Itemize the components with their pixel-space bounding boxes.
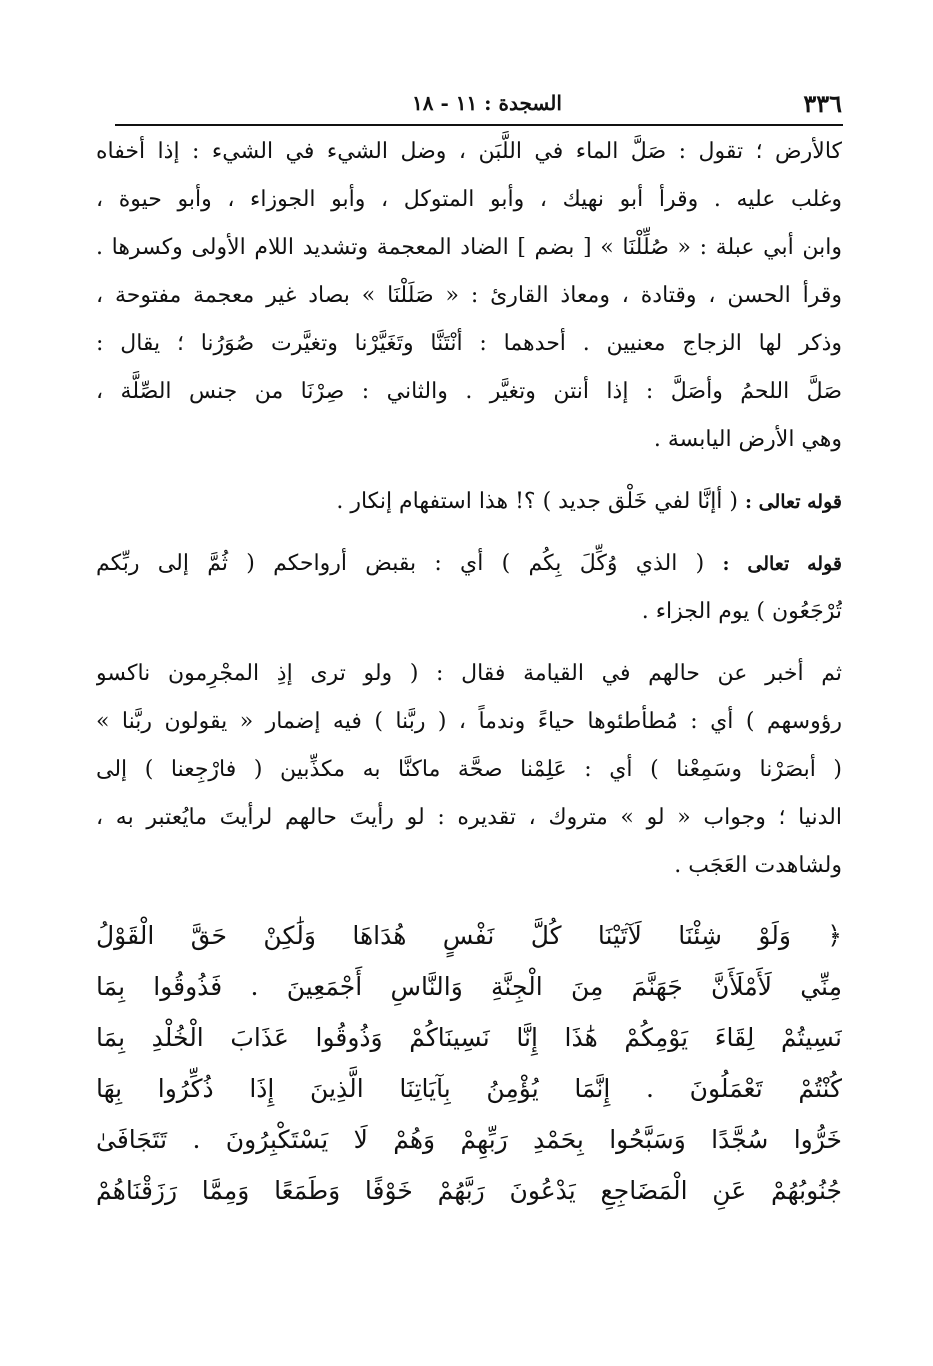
text-line [96, 540, 842, 588]
note-block [96, 540, 842, 636]
text-line: كالأرض ؛ تقول : صَلَّ الماء في اللَّبَن ، وضل الشيء في الشيء : إذا أخفاه [96, 139, 842, 164]
verse-line: نَسِيتُمْ لِقَاءَ يَوْمِكُمْ هَٰذَا إِنَّا نَسِينَاكُمْ وَذُوقُوا عَذَابَ الْخُلْدِ بِمَا [96, 1023, 842, 1052]
commentary-block [96, 650, 842, 890]
spacer [96, 526, 842, 540]
note-block [96, 478, 842, 526]
spacer [96, 464, 842, 478]
text-line: رؤوسهم ) أي : مُطأطئوها حياءً وندماً ، ( ربَّنا ) فيه إضمار « يقولون ربَّنا » [96, 709, 842, 734]
verse-line: خَرُّوا سُجَّدًا وَسَبَّحُوا بِحَمْدِ رَبِّهِمْ وَهُمْ لَا يَسْتَكْبِرُونَ . تَتَجَافَىٰ [96, 1125, 842, 1154]
commentary-block [96, 128, 842, 464]
text-line: وغلب عليه . وقرأ أبو نهيك ، وأبو المتوكل ، وأبو الجوزاء ، وأبو حيوة ، [96, 187, 842, 212]
page-body [96, 128, 842, 1216]
verse-line: مِنِّي لَأَمْلَأَنَّ جَهَنَّمَ مِنَ الْجِنَّةِ وَالنَّاسِ أَجْمَعِينَ . فَذُوقُوا بِمَا [96, 972, 842, 1001]
note-label: قوله تعالى : [745, 491, 842, 513]
verse-line: جُنُوبُهُمْ عَنِ الْمَضَاجِعِ يَدْعُونَ رَبَّهُمْ خَوْفًا وَطَمَعًا وَمِمَّا رَزَقْنَاهُمْ [96, 1176, 842, 1205]
spacer [96, 890, 842, 910]
note-text: ( أإنَّا لفي خَلْق جديد ) ؟! هذا استفهام إنكار . [336, 489, 738, 514]
text-line: ولشاهدت العَجَب . [674, 853, 842, 878]
header-rule [115, 124, 843, 126]
running-title: السجدة : ١١ - ١٨ [412, 91, 562, 115]
text-line: وذكر لها الزجاج معنيين . أحدهما : أنْتَنَّا وتَغَيَّرْنا وتغيَّرت صُوَرُنا ؛ يقال : [96, 331, 842, 356]
page-header [112, 88, 842, 118]
quran-verse-block [96, 910, 842, 1216]
note-label: قوله تعالى : [722, 553, 842, 575]
page-number: ٣٣٦ [803, 88, 842, 118]
text-line: الدنيا ؛ وجواب « لو » متروك ، تقديره : لو رأيتَ حالهم لرأيتَ مايُعتبر به ، [96, 805, 842, 830]
text-line: وابن أبي عبلة : « صُلِّلْنَا » [ بضم ] الضاد المعجمة وتشديد اللام الأولى وكسرها . [96, 235, 842, 260]
text-line: ثم أخبر عن حالهم في القيامة فقال : ( ولو ترى إذِ المجْرِمون ناكسو [96, 661, 842, 686]
text-line: تُرْجَعُون ) يوم الجزاء . [641, 599, 842, 624]
text-line: صَلَّ اللحمُ وأصَلَّ : إذا أنتن وتغيَّر . والثاني : صِرْنَا من جنس الصِّلَّة ، [96, 379, 842, 404]
spacer [96, 636, 842, 650]
text-line: وقرأ الحسن ، وقتادة ، ومعاذ القارئ : « صَلَلْنَا » بصاد غير معجمة مفتوحة ، [96, 283, 842, 308]
verse-line: ﴿ وَلَوْ شِئْنَا لَآتَيْنَا كُلَّ نَفْسٍ هُدَاهَا وَلَٰكِنْ حَقَّ الْقَوْلُ [96, 921, 842, 950]
text-line: وهي الأرض اليابسة . [653, 427, 842, 452]
verse-line: كُنْتُمْ تَعْمَلُونَ . إِنَّمَا يُؤْمِنُ بِآيَاتِنَا الَّذِينَ إِذَا ذُكِّرُوا بِهَا [96, 1074, 842, 1103]
note-text: ( الذي وُكِّلَ بِكُم ) أي : بقبض أرواحكم ( ثُمَّ إلى ربِّكم [96, 551, 705, 576]
text-line: ( أبصَرْنا وسَمِعْنا ) أي : عَلِمْنا صحَّة ماكنَّا به مكذِّبين ( فارْجِعنا ) إلى [96, 757, 842, 782]
text-line [96, 478, 842, 526]
